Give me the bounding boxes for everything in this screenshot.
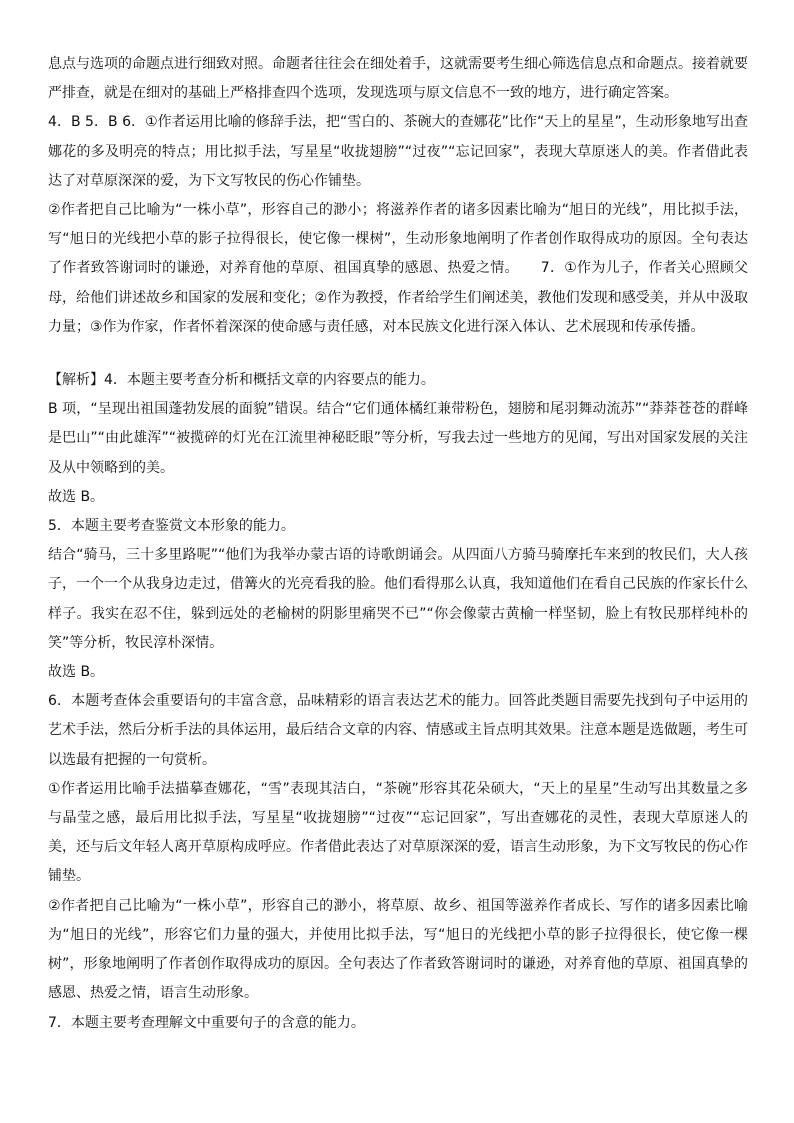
analysis-q5-head: 5．本题主要考查鉴赏文本形象的能力。 [48, 518, 295, 535]
answer-q6-point-2-text: ②作者把自己比喻为“一株小草”，形容自己的渺小；将滋养作者的诸多因素比喻为“旭日的光线”，用比拟手法，写“旭日的光线把小草的影子拉得很长，使它像一棵树”，生动形象地阐明了作者创作取得成功的原因。全句表达了作者致答谢词时的谦逊，对养育他的草原、祖国真挚的感恩、热爱之情。 [48, 202, 748, 277]
analysis-q4-head: 【解析】4．本题主要考查分析和概括文章的内容要点的能力。 [48, 372, 435, 389]
answer-q6-point-1 [48, 108, 748, 196]
answer-intro: 息点与选项的命题点进行细致对照。命题者往往会在细处着手，这就需要考生细心筛选信息点和命题点。接着就要严排查，就是在细对的基础上严格排查四个选项，发现选项与原文信息不一致的地方，进行确定答案。 [48, 56, 748, 102]
document-page [48, 50, 748, 1038]
answer-q7-text: 7．①作为儿子，作者关心照顾父母，给他们讲述故乡和国家的发展和变化；②作为教授，作者给学生们阐述美，教他们发现和感受美，并从中汲取力量；③作为作家，作者怀着深深的使命感与责任感，对本民族文化进行深入体认、艺术展现和传承传播。 [48, 260, 748, 335]
analysis-q5-body: 结合“骑马，三十多里路呢”“他们为我举办蒙古语的诗歌朗诵会。从四面八方骑马骑摩托车来到的牧民们，大人孩子，一个一个从我身边走过，借篝火的光亮看我的脸。他们看得那么认真，我知道他们在看自己民族的作家长什么样子。我实在忍不住，躲到远处的老榆树的阴影里痛哭不已”“你会像蒙古黄榆一样坚韧，脸上有牧民那样纯朴的笑”等分析，牧民淳朴深情。 [48, 547, 748, 651]
analysis-q6-point-1: ①作者运用比喻手法描摹查娜花，“雪”表现其洁白，“茶碗”形容其花朵硕大，“天上的星星”生动写出其数量之多与晶莹之感，最后用比拟手法，写星星“收拢翅膀”“过夜”“忘记回家”，写出查娜花的灵性，表现大草原迷人的美，还与后文年轻人离开草原构成呼应。作者借此表达了对草原深深的爱，语言生动形象，为下文写牧民的伤心作铺垫。 [48, 780, 748, 885]
analysis-q5-choice: 故选 B。 [48, 664, 105, 681]
analysis-q6-point-2: ②作者把自己比喻为“一株小草”，形容自己的渺小，将草原、故乡、祖国等滋养作者成长、写作的诸多因素比喻为“旭日的光线”，形容它们力量的强大，并使用比拟手法，写“旭日的光线把小草的影子拉得很长，使它像一棵树”，形象地阐明了作者创作取得成功的原因。全句表达了作者致答谢词时的谦逊，对养育他的草原、祖国真挚的感恩、热爱之情，语言生动形象。 [48, 897, 748, 1002]
analysis-q6-head: 6．本题考查体会重要语句的丰富含意，品味精彩的语言表达艺术的能力。回答此类题目需要先找到句子中运用的艺术手法，然后分析手法的具体运用，最后结合文章的内容、情感或主旨点明其效果。注意本题是选做题，考生可以选最有把握的一句赏析。 [48, 693, 748, 768]
answer-q6-point-1-text: ①作者运用比喻的修辞手法，把“雪白的、茶碗大的查娜花”比作“天上的星星”，生动形象地写出查娜花的多及明亮的特点；用比拟手法，写星星“收拢翅膀”“过夜”“忘记回家”，表现大草原迷人的美。作者借此表达了对草原深深的爱，为下文写牧民的伤心作铺垫。 [48, 114, 748, 189]
answer-q6-point-2-q7 [48, 196, 748, 342]
analysis-q4-body: B 项，“呈现出祖国蓬勃发展的面貌”错误。结合“它们通体橘红兼带粉色，翅膀和尾羽舞动流苏”“莽莽苍苍的群峰是巴山”“由此雄浑”“被揽碎的灯光在江流里神秘眨眼”等分析，写我去过一些地方的见闻，写出对国家发展的关注及从中领略到的美。 [48, 401, 748, 476]
answer-q4-q5-q6-head: 4．B 5．B 6． [48, 114, 146, 131]
analysis-q4-choice: 故选 B。 [48, 488, 105, 505]
analysis-q7-head: 7．本题主要考查理解文中重要句子的含意的能力。 [48, 1014, 365, 1031]
